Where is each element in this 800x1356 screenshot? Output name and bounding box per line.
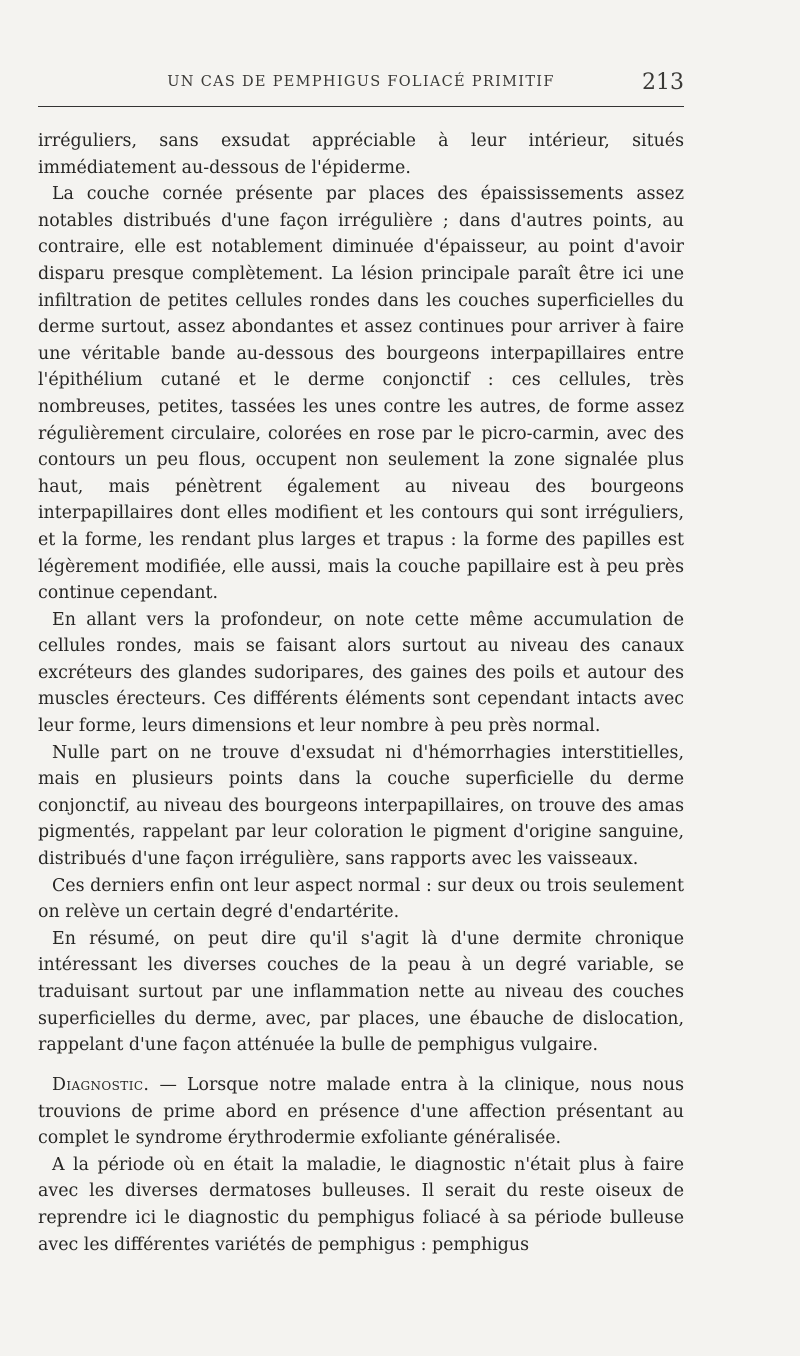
running-head [38,70,684,96]
paragraph-exsudat: Nulle part on ne trouve d'exsudat ni d'hémorrhagies interstitielles, mais en plusieurs points dans la couche superficielle du derme conjonctif, au niveau des bourgeons interpapillaires, on trouve des amas pigmentés, rappelant par leur coloration le pigment d'origine sanguine, distribués d'une façon irrégulière, sans rapports avec les vaisseaux. [38,742,684,870]
header-rule [38,106,684,107]
paragraph-resume: En résumé, on peut dire qu'il s'agit là d'une dermite chronique intéressant les diverses couches de la peau à un degré variable, se traduisant surtout par une inflammation nette au niveau des couches superficielles du derme, avec, par places, une ébauche de dislocation, rappelant d'une façon atténuée la bulle de pemphigus vulgaire. [38,928,684,1056]
paragraph-vaisseaux: Ces derniers enfin ont leur aspect normal : sur deux ou trois seulement on relève un certain degré d'endartérite. [38,875,684,923]
paragraph-continuation: irréguliers, sans exsudat appréciable à leur intérieur, situés immédiatement au-dessous de l'épiderme. [38,131,684,178]
diagnostic-section [38,1072,684,1258]
diagnostic-intro-paragraph [38,1072,684,1152]
paragraph-couche-cornee: La couche cornée présente par places des épaississements assez notables distribués d'une façon irrégulière ; dans d'autres points, au contraire, elle est notablement diminuée d'épaisseur, au point d'avoir disparu presque complètement. La lésion principale paraît être ici une infiltration de petites cellules rondes dans les couches superficielles du derme surtout, assez abondantes et assez continues pour arriver à faire une véritable bande au-dessous des bourgeons interpapillaires entre l'épithélium cutané et le derme conjonctif : ces cellules, très nombreuses, petites, tassées les unes contre les autres, de forme assez régulièrement circulaire, colorées en rose par le picro-carmin, avec des contours un peu flous, occupent non seulement la zone signalée plus haut, mais pénètrent également au niveau des bourgeons interpapillaires dont elles modifient et les contours qui sont irréguliers, et la forme, les rendant plus larges et trapus : la forme des papilles est légèrement modifiée, elle aussi, mais la couche papillaire est à peu près continue cependant. [38,184,684,604]
diagnostic-paragraph: A la période où en était la maladie, le diagnostic n'était plus à faire avec les diverses dermatoses bulleuses. Il serait du reste oiseux de reprendre ici le diagnostic du pemphigus foliacé à sa période bulleuse avec les différentes variétés de pemphigus : pemphigus [38,1154,684,1255]
diagnostic-intro-text: — Lorsque notre malade entra à la clinique, nous nous trouvions de prime abord en présence d'une affection présentant au complet le syndrome érythrodermie exfoliante généralisée. [38,1075,684,1149]
running-title: UN CAS DE PEMPHIGUS FOLIACÉ PRIMITIF [167,74,555,90]
body-text [38,128,684,1059]
page-number: 213 [642,70,684,95]
section-heading: Diagnostic. [52,1075,150,1095]
paragraph-profondeur: En allant vers la profondeur, on note cette même accumulation de cellules rondes, mais se faisant alors surtout au niveau des canaux excréteurs des glandes sudoripares, des gaines des poils et autour des muscles érecteurs. Ces différents éléments sont cependant intacts avec leur forme, leurs dimensions et leur nombre à peu près normal. [38,609,684,737]
